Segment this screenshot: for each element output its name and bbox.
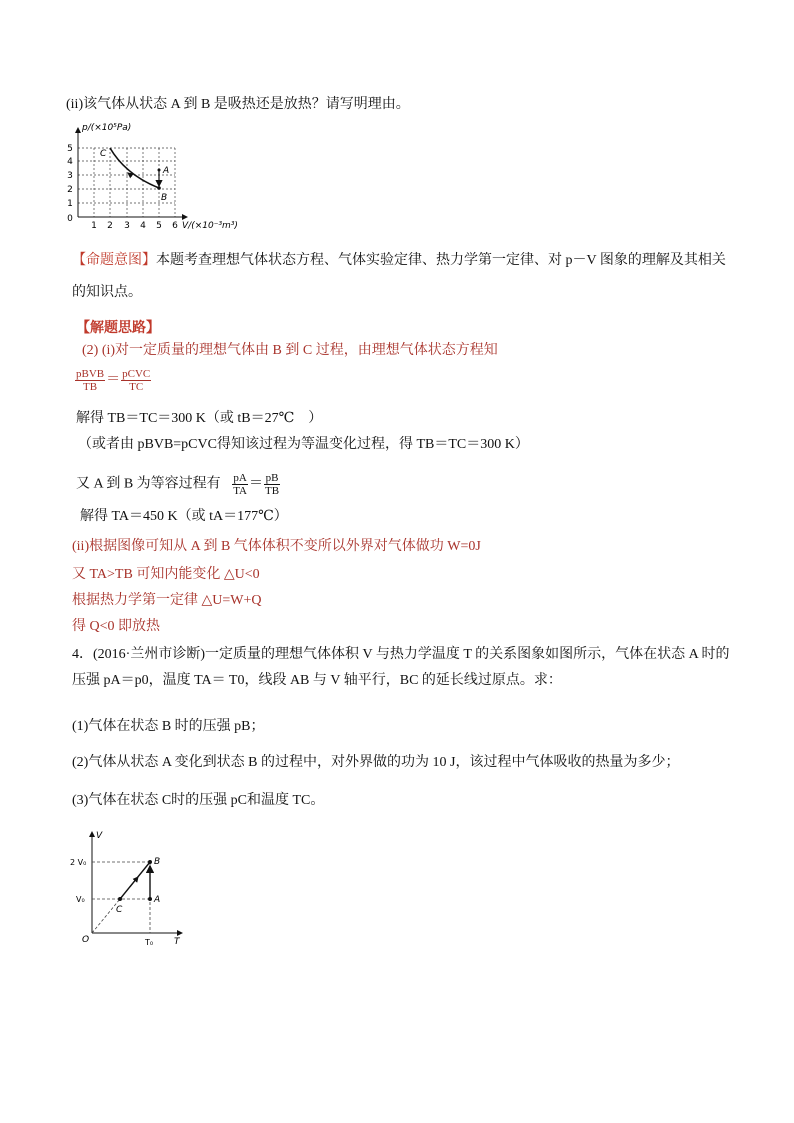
curve-cb <box>110 148 159 188</box>
solution-equation-1: $\frac{\text{pBVB}}{TB}$ ＝ $\frac{\text{pCVC}}{TC}$ <box>76 368 151 393</box>
v-axis-label: V <box>96 831 103 841</box>
intent-label: 【命题意图】 <box>72 253 156 268</box>
svg-text:2: 2 <box>107 221 113 231</box>
solution-step-9: 得 Q<0 即放热 <box>72 619 161 634</box>
svg-text:5: 5 <box>67 144 73 154</box>
question-4-line-1: 4．(2016·兰州市诊断)一定质量的理想气体体积 V 与热力学温度 T 的关系图象如图所示，气体在状态 A 时的 <box>72 647 730 662</box>
svg-text:4: 4 <box>140 221 146 231</box>
solution-step-1: (2) (i)对一定质量的理想气体由 B 到 C 过程，由理想气体状态方程知 <box>82 343 498 358</box>
solution-label: 【解题思路】 <box>76 321 160 336</box>
intent-line-1 <box>72 252 726 270</box>
pv-graph <box>62 120 252 235</box>
point-c-label: C <box>100 149 107 159</box>
svg-text:1: 1 <box>91 221 97 231</box>
svg-text:0: 0 <box>67 214 73 224</box>
svg-text:4: 4 <box>67 157 73 167</box>
svg-text:3: 3 <box>67 171 73 181</box>
intent-text-1: 本题考查理想气体状态方程、气体实验定律、热力学第一定律、对 p－V 图象的理解及其相关 <box>156 253 726 268</box>
x-axis-label: V/(×10⁻³m³) <box>182 221 238 231</box>
solution-step-7: 又 TA>TB 可知内能变化 △U<0 <box>72 567 260 582</box>
tick-2v0: 2 V₀ <box>70 858 87 867</box>
question-4-part-1: (1)气体在状态 B 时的压强 pB； <box>72 719 265 734</box>
tick-v0: V₀ <box>76 895 85 904</box>
svg-text:3: 3 <box>124 221 130 231</box>
tick-t0: T₀ <box>145 938 154 947</box>
svg-text:2: 2 <box>67 185 73 195</box>
solution-step-3: （或者由 pBVB=pCVC得知该过程为等温变化过程，得 TB＝TC＝300 K） <box>78 437 529 452</box>
solution-step-4: 又 A 到 B 为等容过程有 $\frac{pA}{TA}$ ＝ $\frac{pB}{TB}$ <box>76 472 280 497</box>
solution-step-2: 解得 TB＝TC＝300 K（或 tB＝27℃ ） <box>76 411 323 426</box>
question-4-part-3: (3)气体在状态 C时的压强 pC和温度 TC。 <box>72 793 325 808</box>
question-ii: (ii)该气体从状态 A 到 B 是吸热还是放热？请写明理由。 <box>66 97 410 112</box>
question-4-line-2: 压强 pA＝p0，温度 TA＝ T0，线段 AB 与 V 轴平行，BC 的延长线过原点。求： <box>72 673 562 688</box>
intent-line-2: 的知识点。 <box>72 285 142 300</box>
solution-step-6: (ii)根据图像可知从 A 到 B 气体体积不变所以外界对气体做功 W=0J <box>72 539 481 554</box>
solution-step-5: 解得 TA＝450 K（或 tA＝177℃） <box>80 509 288 524</box>
origin-label: O <box>82 935 90 945</box>
t-axis-label: T <box>174 937 180 947</box>
point-b2-label: B <box>154 857 161 867</box>
y-axis-label: p/(×10⁵Pa) <box>82 123 132 133</box>
point-c2-label: C <box>116 905 123 915</box>
solution-step-8: 根据热力学第一定律 △U=W+Q <box>72 593 262 608</box>
point-a-label: A <box>163 166 170 176</box>
svg-text:6: 6 <box>172 221 178 231</box>
svg-text:5: 5 <box>156 221 162 231</box>
svg-text:1: 1 <box>67 199 73 209</box>
point-a2-label: A <box>154 895 161 905</box>
point-b-label: B <box>161 193 168 203</box>
question-4-part-2: (2)气体从状态 A 变化到状态 B 的过程中，对外界做的功为 10 J，该过程中气体吸收的热量为多少； <box>72 755 680 770</box>
vt-graph <box>68 826 198 950</box>
